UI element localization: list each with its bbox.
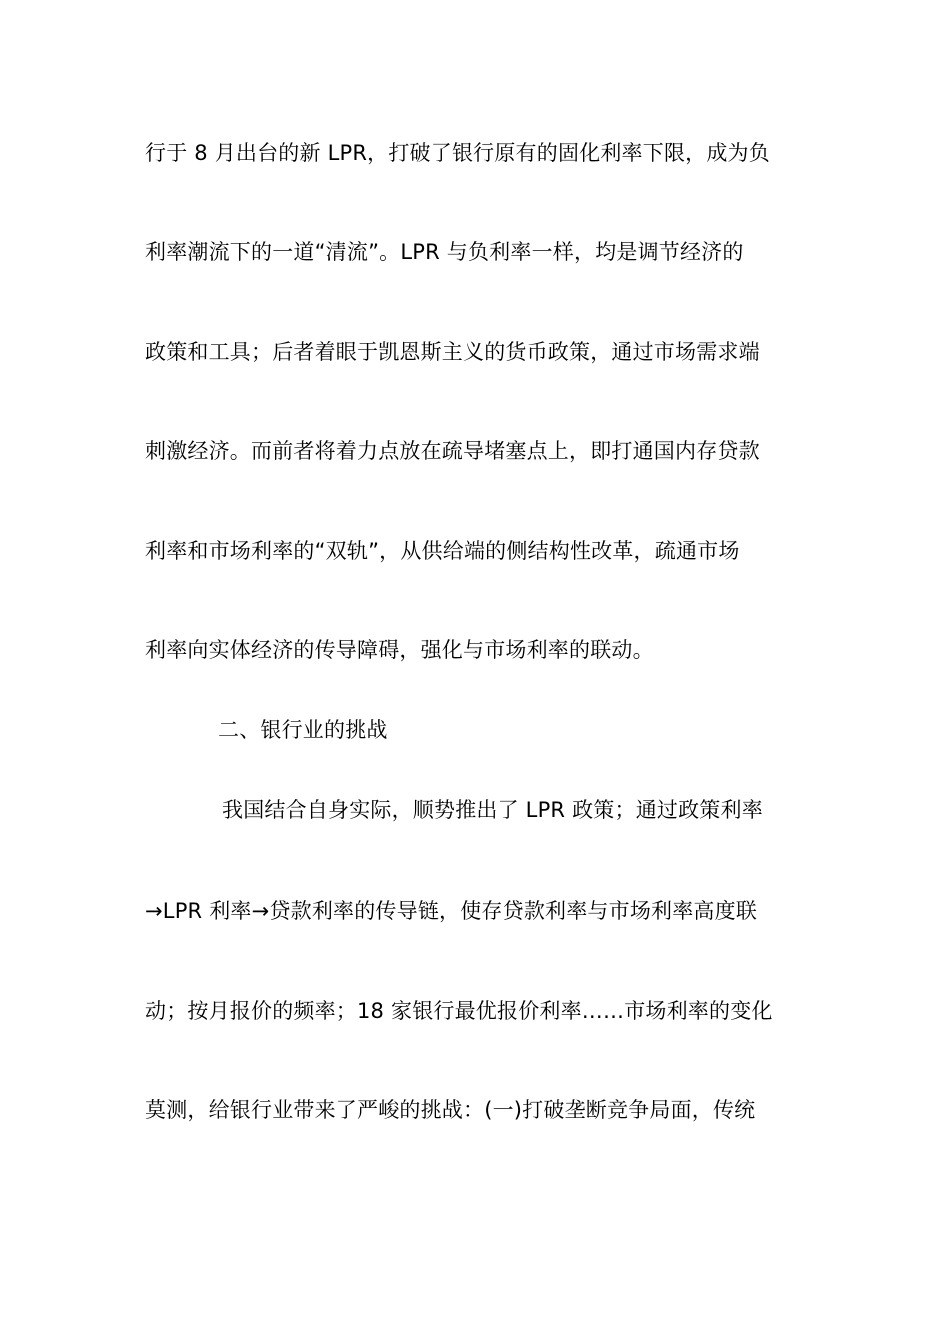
paragraph-line: 利率向实体经济的传导障碍，强化与市场利率的联动。 (145, 638, 654, 662)
paragraph-line: →LPR 利率→贷款利率的传导链，使存贷款利率与市场利率高度联 (145, 899, 758, 923)
paragraph-line: 政策和工具；后者着眼于凯恩斯主义的货币政策，通过市场需求端 (145, 340, 760, 364)
paragraph-line: 莫测，给银行业带来了严峻的挑战：(一)打破垄断竞争局面，传统 (145, 1098, 756, 1122)
paragraph-line: 利率和市场利率的“双轨”，从供给端的侧结构性改革，疏通市场 (145, 539, 740, 563)
paragraph-line: 动；按月报价的频率；18 家银行最优报价利率……市场利率的变化 (145, 999, 773, 1023)
paragraph-line: 我国结合自身实际，顺势推出了 LPR 政策；通过政策利率 (222, 798, 763, 822)
paragraph-line: 刺激经济。而前者将着力点放在疏导堵塞点上，即打通国内存贷款 (145, 439, 760, 463)
section-heading: 二、银行业的挑战 (218, 718, 388, 742)
paragraph-line: 行于 8 月出台的新 LPR，打破了银行原有的固化利率下限，成为负 (145, 141, 770, 165)
paragraph-line: 利率潮流下的一道“清流”。LPR 与负利率一样，均是调节经济的 (145, 240, 744, 264)
